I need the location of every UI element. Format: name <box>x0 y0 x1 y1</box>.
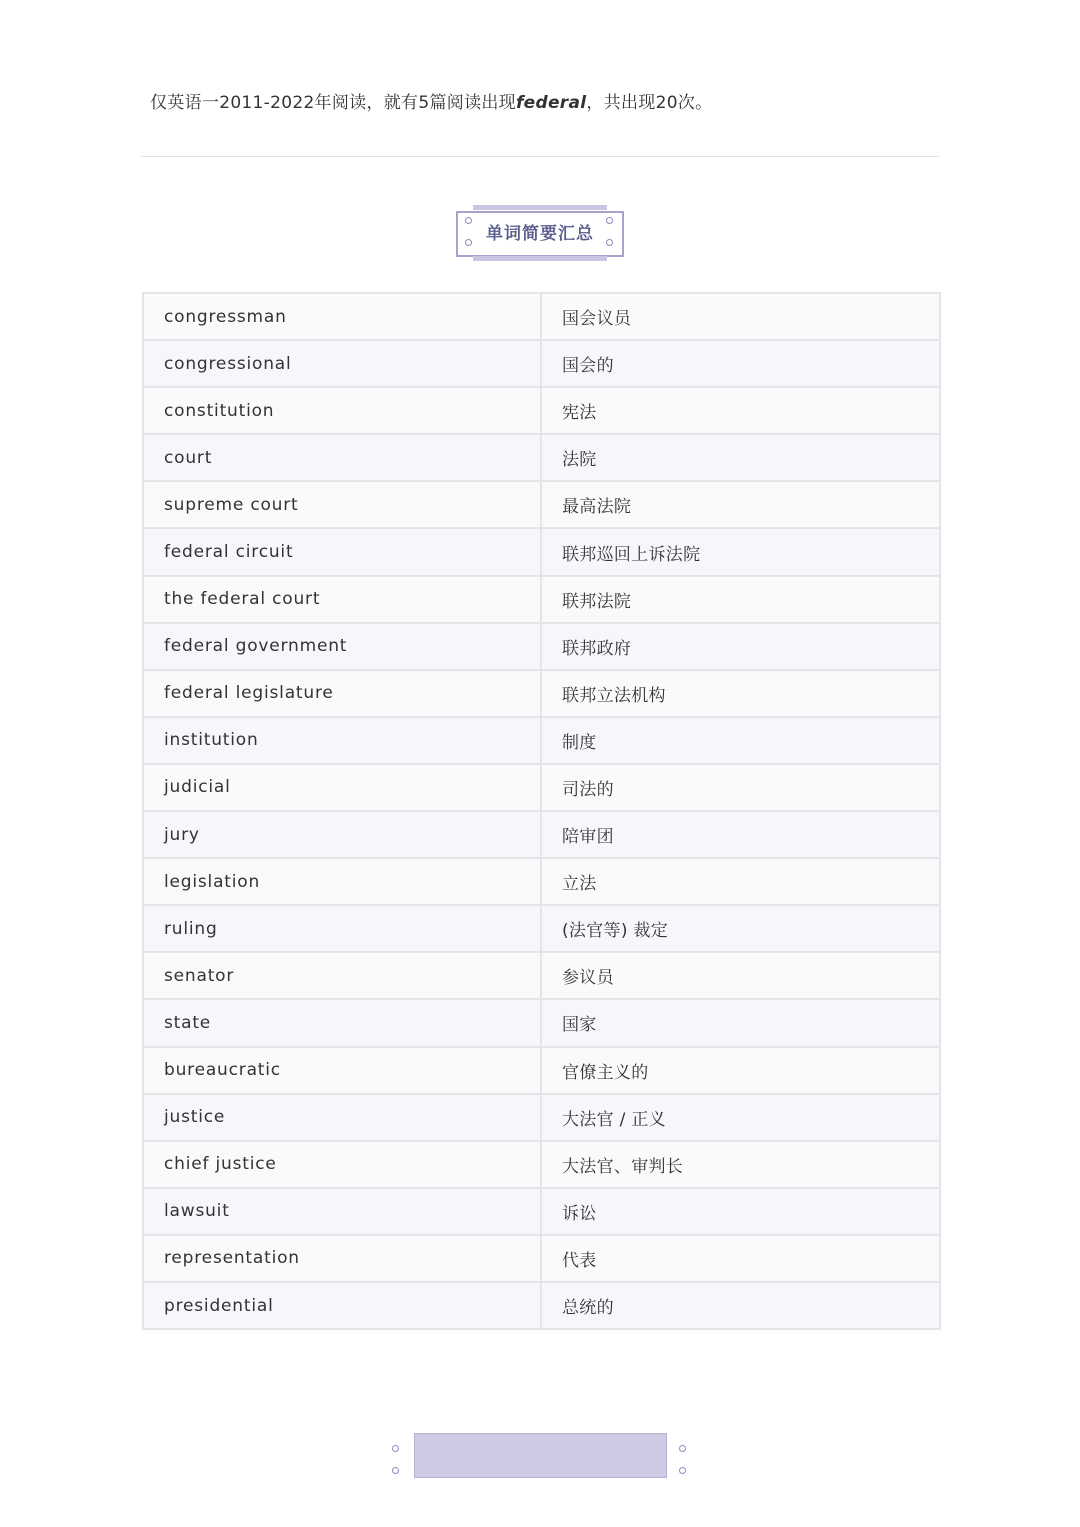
term-chinese: 国会的 <box>541 340 940 387</box>
term-chinese: 诉讼 <box>541 1188 940 1235</box>
intro-suffix: ，共出现20次。 <box>586 93 713 113</box>
term-english: federal government <box>143 623 541 670</box>
table-row <box>143 623 940 670</box>
term-english: federal circuit <box>143 528 541 575</box>
table-row <box>143 1282 940 1329</box>
table-row <box>143 670 940 717</box>
term-chinese: 法院 <box>541 434 940 481</box>
term-english: congressional <box>143 340 541 387</box>
term-chinese: (法官等) 裁定 <box>541 905 940 952</box>
table-row <box>143 717 940 764</box>
table-row <box>143 952 940 999</box>
table-row <box>143 293 940 340</box>
term-english: presidential <box>143 1282 541 1329</box>
term-chinese: 参议员 <box>541 952 940 999</box>
term-english: congressman <box>143 293 541 340</box>
term-chinese: 联邦巡回上诉法院 <box>541 528 940 575</box>
footer-dot-icon <box>679 1467 686 1474</box>
term-chinese: 国家 <box>541 999 940 1046</box>
term-english: state <box>143 999 541 1046</box>
term-chinese: 代表 <box>541 1235 940 1282</box>
term-chinese: 大法官、审判长 <box>541 1141 940 1188</box>
term-english: legislation <box>143 858 541 905</box>
term-chinese: 联邦立法机构 <box>541 670 940 717</box>
table-row <box>143 858 940 905</box>
vocabulary-table <box>142 292 941 1330</box>
table-row <box>143 999 940 1046</box>
term-chinese: 联邦法院 <box>541 576 940 623</box>
intro-prefix: 仅英语一2011-2022年阅读，就有5篇阅读出现 <box>150 93 516 113</box>
table-row <box>143 1047 940 1094</box>
vocabulary-table-body <box>143 293 940 1329</box>
badge-top-bar <box>473 205 607 210</box>
term-chinese: 联邦政府 <box>541 623 940 670</box>
badge-bottom-bar <box>473 256 607 261</box>
term-english: representation <box>143 1235 541 1282</box>
table-row <box>143 1235 940 1282</box>
table-row <box>143 811 940 858</box>
term-chinese: 最高法院 <box>541 481 940 528</box>
table-row <box>143 528 940 575</box>
term-english: senator <box>143 952 541 999</box>
table-row <box>143 905 940 952</box>
table-row <box>143 481 940 528</box>
term-english: chief justice <box>143 1141 541 1188</box>
term-chinese: 立法 <box>541 858 940 905</box>
footer-dot-icon <box>392 1445 399 1452</box>
table-row <box>143 1188 940 1235</box>
intro-paragraph <box>150 88 940 118</box>
term-english: ruling <box>143 905 541 952</box>
term-chinese: 大法官 / 正义 <box>541 1094 940 1141</box>
section-divider <box>141 156 939 157</box>
term-chinese: 国会议员 <box>541 293 940 340</box>
intro-keyword: federal <box>515 93 587 113</box>
term-english: judicial <box>143 764 541 811</box>
term-english: bureaucratic <box>143 1047 541 1094</box>
term-chinese: 陪审团 <box>541 811 940 858</box>
table-row <box>143 340 940 387</box>
footer-dot-icon <box>392 1467 399 1474</box>
term-english: court <box>143 434 541 481</box>
table-row <box>143 434 940 481</box>
table-row <box>143 764 940 811</box>
section-title: 单词简要汇总 <box>486 224 594 244</box>
term-chinese: 宪法 <box>541 387 940 434</box>
table-row <box>143 1094 940 1141</box>
term-chinese: 制度 <box>541 717 940 764</box>
table-row <box>143 576 940 623</box>
term-chinese: 官僚主义的 <box>541 1047 940 1094</box>
term-english: lawsuit <box>143 1188 541 1235</box>
term-english: justice <box>143 1094 541 1141</box>
term-chinese: 司法的 <box>541 764 940 811</box>
term-chinese: 总统的 <box>541 1282 940 1329</box>
term-english: constitution <box>143 387 541 434</box>
table-row <box>143 1141 940 1188</box>
term-english: supreme court <box>143 481 541 528</box>
section-title-badge <box>456 205 624 261</box>
table-row <box>143 387 940 434</box>
footer-block <box>414 1433 667 1478</box>
term-english: the federal court <box>143 576 541 623</box>
term-english: federal legislature <box>143 670 541 717</box>
term-english: jury <box>143 811 541 858</box>
footer-decoration <box>390 1433 690 1483</box>
footer-dot-icon <box>679 1445 686 1452</box>
term-english: institution <box>143 717 541 764</box>
